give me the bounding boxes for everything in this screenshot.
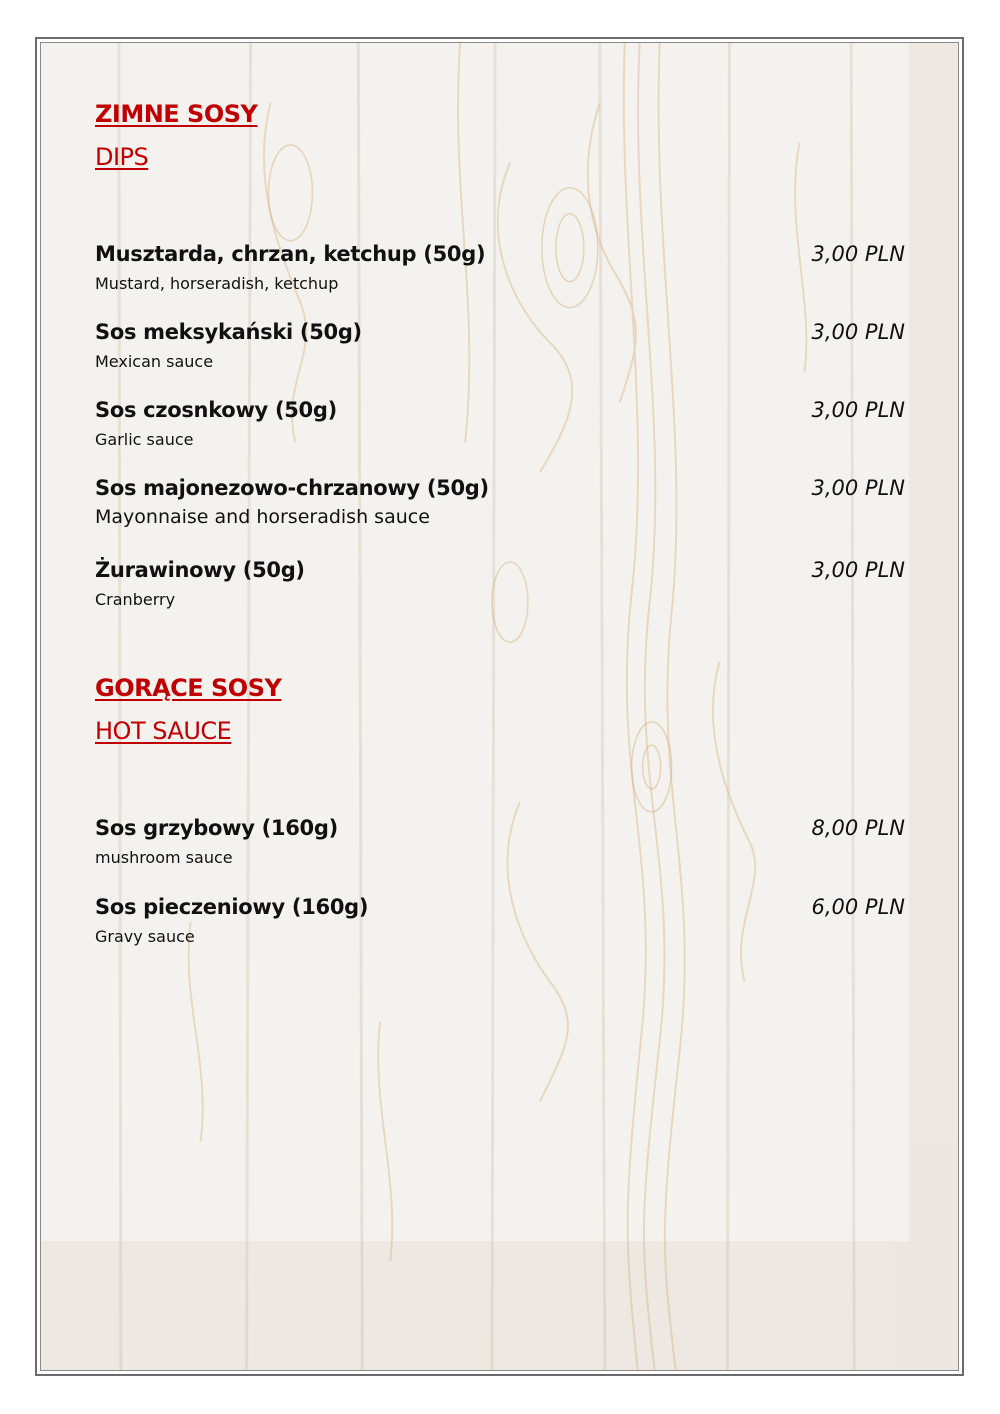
- item-description: Mustard, horseradish, ketchup: [95, 274, 339, 293]
- item-name: Musztarda, chrzan, ketchup (50g): [95, 242, 486, 266]
- item-description: Cranberry: [95, 590, 176, 609]
- item-description: Gravy sauce: [95, 927, 195, 946]
- item-name: Sos czosnkowy (50g): [95, 398, 337, 422]
- item-price: 3,00 PLN: [811, 242, 905, 266]
- hot-sauces-subtitle: HOT SAUCE: [95, 717, 232, 745]
- item-price: 3,00 PLN: [811, 476, 905, 500]
- item-price: 3,00 PLN: [811, 398, 905, 422]
- cold-sauces-subtitle: DIPS: [95, 143, 149, 171]
- item-price: 6,00 PLN: [811, 895, 905, 919]
- item-name: Sos pieczeniowy (160g): [95, 895, 369, 919]
- item-description: Mexican sauce: [95, 352, 214, 371]
- item-description: mushroom sauce: [95, 848, 233, 867]
- item-price: 8,00 PLN: [811, 816, 905, 840]
- item-name: Sos meksykański (50g): [95, 320, 362, 344]
- item-price: 3,00 PLN: [811, 558, 905, 582]
- cold-sauces-title: ZIMNE SOSY: [95, 100, 258, 128]
- item-description: Garlic sauce: [95, 430, 194, 449]
- item-name: Sos majonezowo-chrzanowy (50g): [95, 476, 489, 500]
- hot-sauces-title: GORĄCE SOSY: [95, 674, 282, 702]
- item-description: Mayonnaise and horseradish sauce: [95, 506, 430, 528]
- item-name: Sos grzybowy (160g): [95, 816, 338, 840]
- item-price: 3,00 PLN: [811, 320, 905, 344]
- item-name: Żurawinowy (50g): [95, 558, 305, 582]
